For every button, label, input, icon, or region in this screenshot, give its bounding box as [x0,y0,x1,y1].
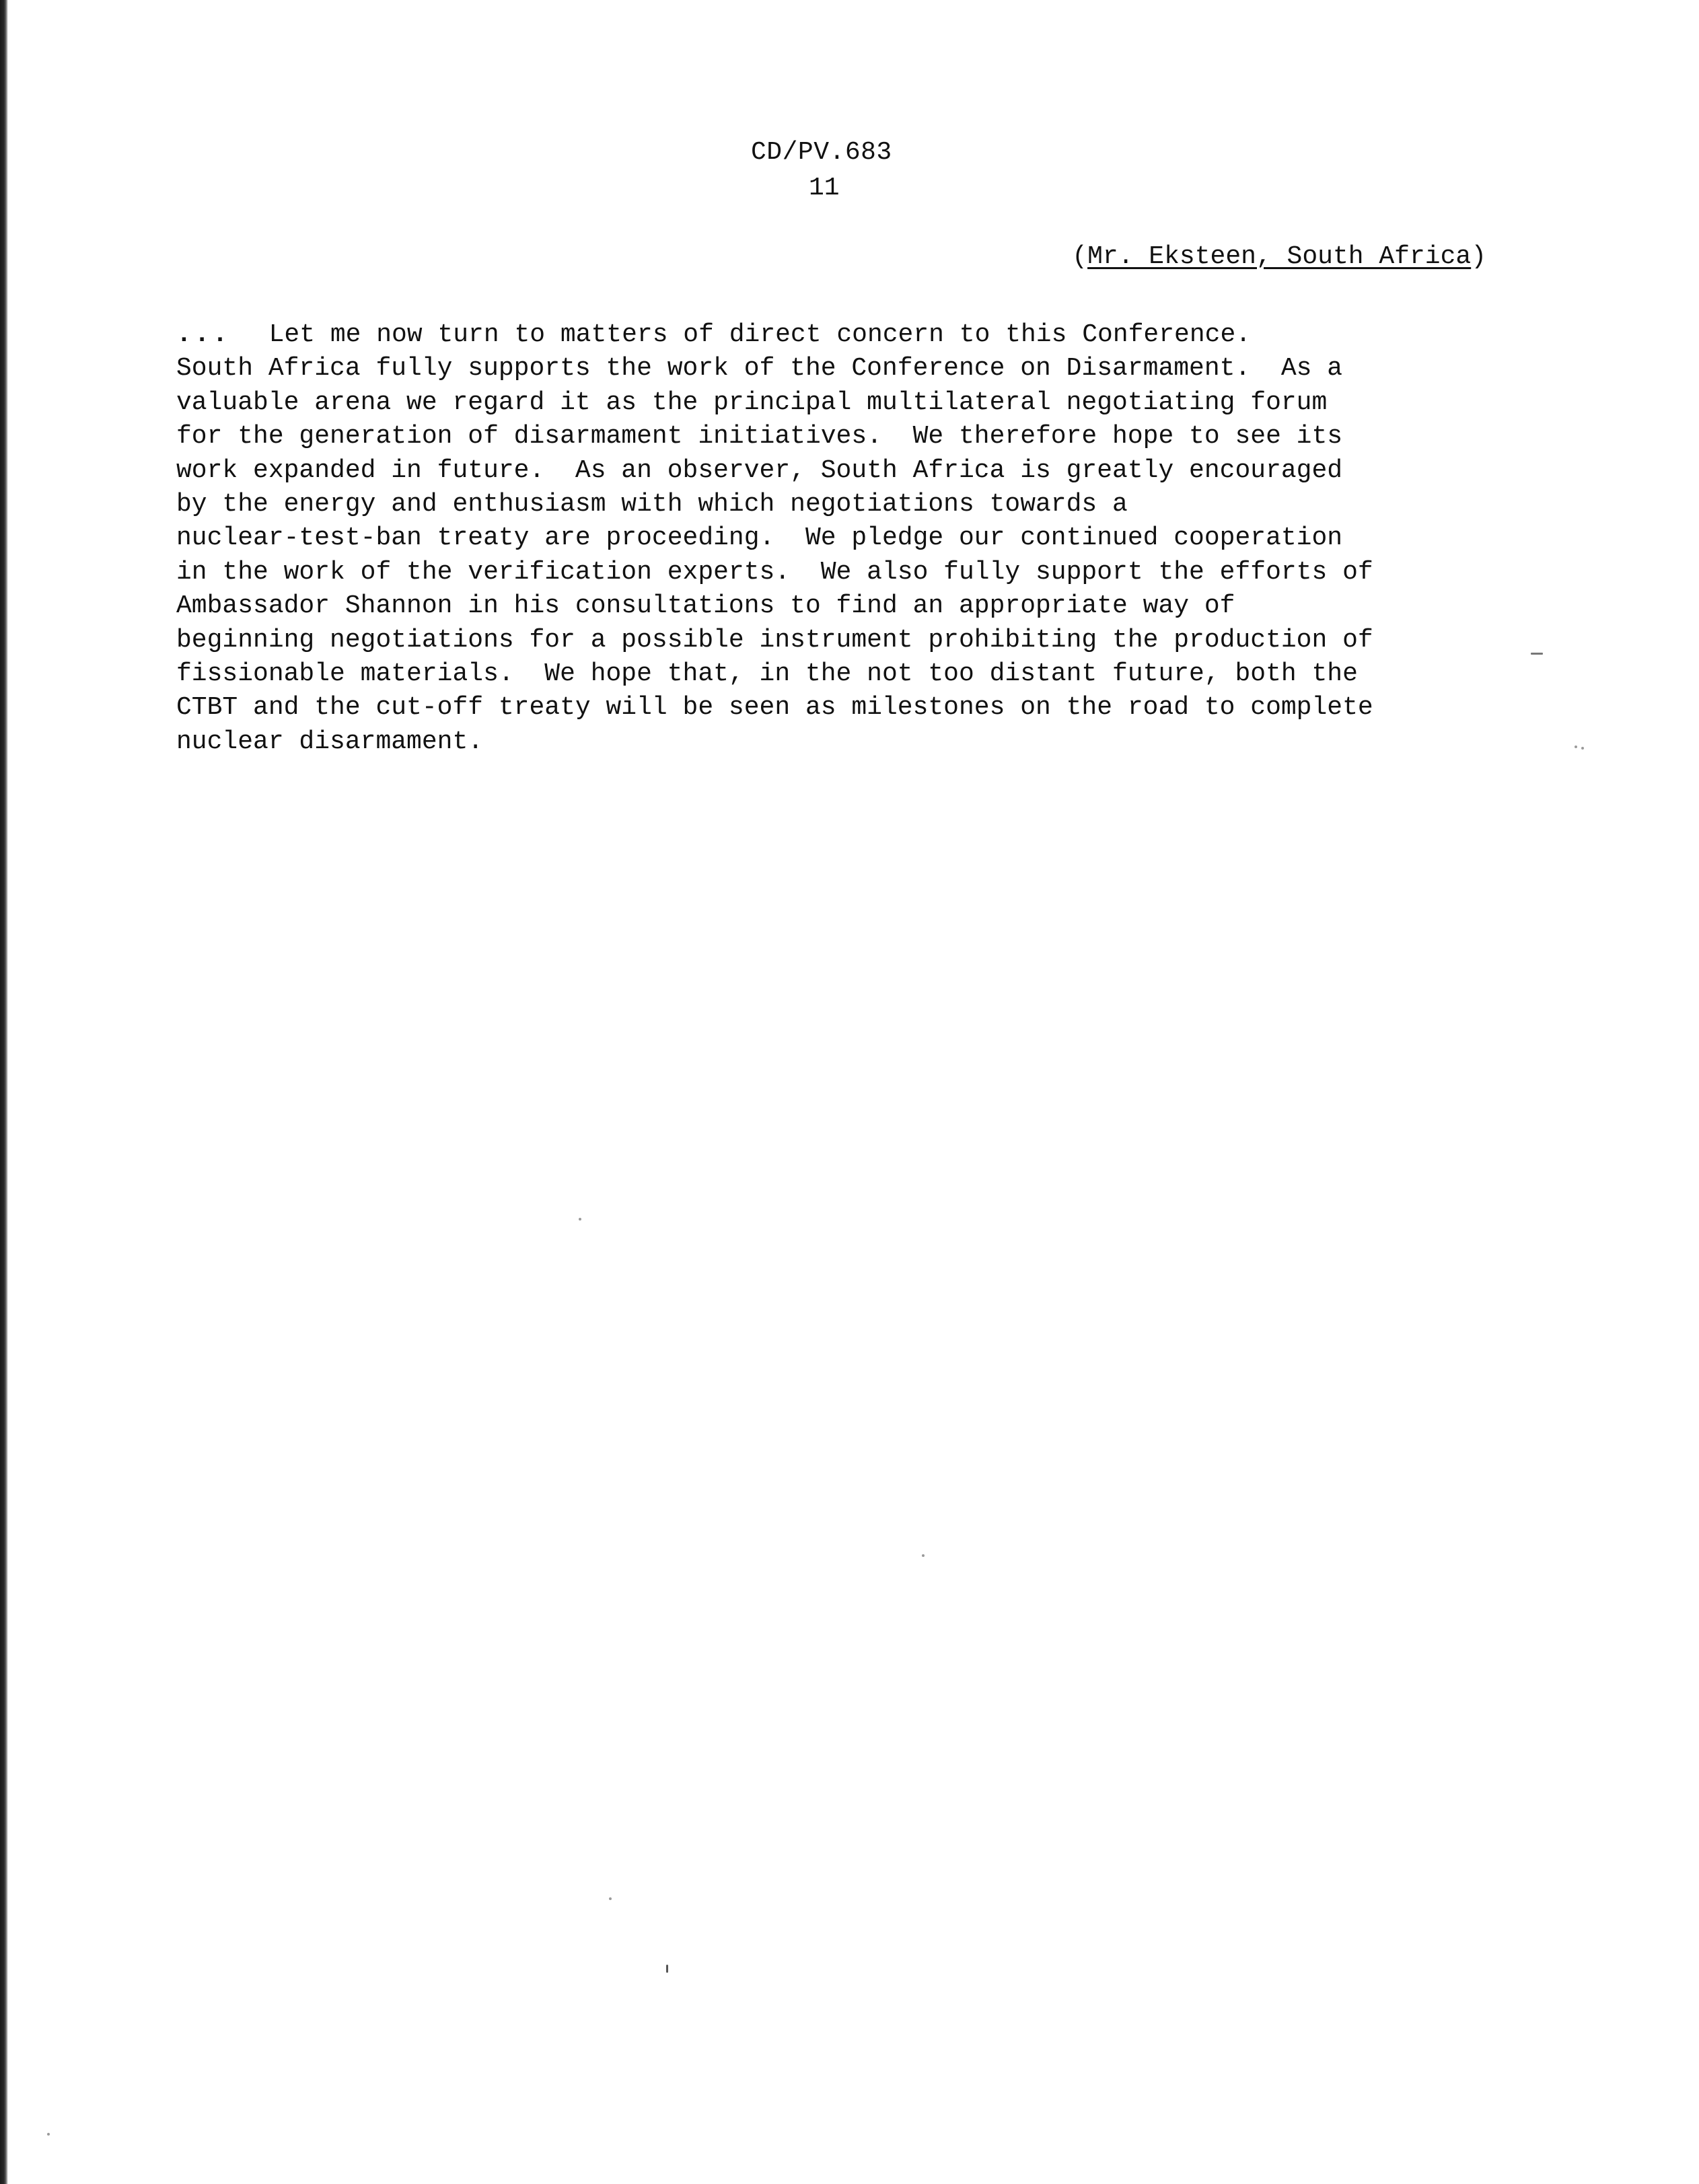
paragraph-line: fissionable materials. We hope that, in the not too distant future, both the [176,659,1358,689]
paragraph-line: nuclear disarmament. [176,727,484,756]
speech-paragraph [176,318,1522,759]
speaker-name: Mr. Eksteen, South Africa [1087,242,1472,271]
paragraph-line: South Africa fully supports the work of the Conference on Disarmament. As a [176,354,1343,384]
scan-speck [609,1897,612,1900]
paragraph-line: Let me now turn to matters of direct concern to this Conference. [268,320,1252,349]
speaker-attribution [1072,242,1486,271]
scan-speck [579,1218,581,1221]
scan-speck [47,2133,50,2136]
document-symbol: CD/PV.683 [751,138,892,167]
scan-speck [1531,653,1543,655]
scan-speck [666,1965,668,1973]
continuation-ellipsis: ... [176,320,231,349]
paragraph-line: Ambassador Shannon in his consultations to find an appropriate way of [176,591,1235,621]
paragraph-line: for the generation of disarmament initiatives. We therefore hope to see its [176,422,1343,451]
scan-edge [0,0,8,2184]
paragraph-line: beginning negotiations for a possible instrument prohibiting the production of [176,625,1373,655]
paragraph-line: by the energy and enthusiasm with which negotiations towards a [176,490,1128,519]
scan-speck [1575,745,1577,748]
scan-speck [1581,747,1584,750]
page-number: 11 [809,174,840,203]
paragraph-line: valuable arena we regard it as the principal multilateral negotiating forum [176,388,1328,417]
paragraph-line: in the work of the verification experts. We also fully support the efforts of [176,557,1373,587]
speaker-close-paren: ) [1471,242,1486,271]
paragraph-line: nuclear-test-ban treaty are proceeding. We pledge our continued cooperation [176,523,1343,553]
paragraph-line: work expanded in future. As an observer, South Africa is greatly encouraged [176,456,1343,485]
speaker-open-paren: ( [1072,242,1088,271]
scan-speck [922,1554,925,1557]
paragraph-line: CTBT and the cut-off treaty will be seen as milestones on the road to complete [176,693,1373,723]
